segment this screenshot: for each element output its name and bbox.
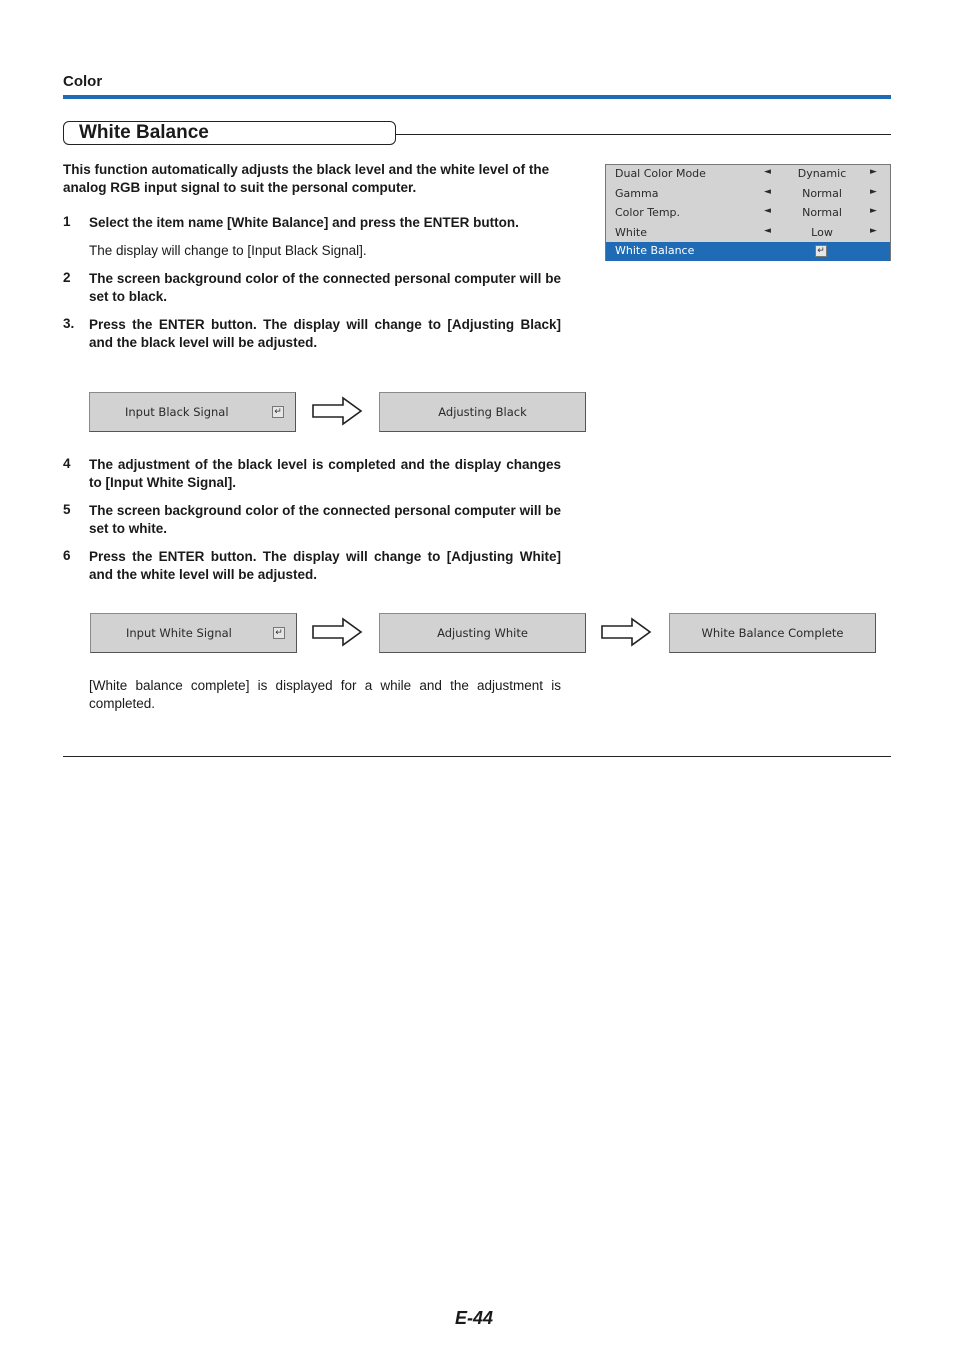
step-number-5: 5 <box>63 502 71 517</box>
menu-row-gamma <box>606 185 890 204</box>
osd-label: Input White Signal <box>126 626 232 640</box>
osd-label: Adjusting White <box>437 626 528 640</box>
step-text-3: Press the ENTER button. The display will change to [Adjusting Black] and the black level will be adjusted. <box>89 317 561 350</box>
left-arrow-icon: ◄ <box>764 186 771 197</box>
osd-label: Adjusting Black <box>438 405 527 419</box>
step-number-1: 1 <box>63 214 71 229</box>
menu-row-label: White <box>615 225 647 239</box>
title-rule <box>396 134 891 135</box>
section-title: White Balance <box>63 121 396 145</box>
osd-input-white-signal <box>90 613 297 653</box>
osd-white-balance-complete <box>669 613 876 653</box>
left-arrow-icon: ◄ <box>764 206 771 216</box>
step-text-5: The screen background color of the connected personal computer will be set to white. <box>89 503 561 536</box>
menu-row-value: Low <box>811 225 833 239</box>
step-text-2: The screen background color of the connected personal computer will be set to black. <box>89 271 561 304</box>
enter-key-icon: ↵ <box>272 406 284 418</box>
step-number-2: 2 <box>63 270 71 285</box>
left-arrow-icon: ◄ <box>764 167 771 177</box>
right-arrow-icon: ► <box>870 225 877 236</box>
osd-color-menu <box>605 164 891 261</box>
flow-arrow-icon <box>311 396 363 426</box>
right-arrow-icon: ► <box>870 206 877 216</box>
menu-row-value: Normal <box>802 186 842 200</box>
menu-row-label: Gamma <box>615 186 659 200</box>
enter-key-icon: ↵ <box>273 627 285 639</box>
step-text-6: Press the ENTER button. The display will change to [Adjusting White] and the white level will be adjusted. <box>89 549 561 582</box>
step-note-1: The display will change to [Input Black Signal]. <box>89 243 367 258</box>
menu-row-color-temp <box>606 204 890 223</box>
menu-row-label: Dual Color Mode <box>615 167 706 180</box>
step-number-4: 4 <box>63 456 71 471</box>
header-rule <box>63 95 891 99</box>
menu-row-label: Color Temp. <box>615 206 681 219</box>
menu-row-white-balance <box>606 242 890 261</box>
section-end-rule <box>63 756 891 757</box>
osd-label: White Balance Complete <box>701 626 844 640</box>
page-number: E-44 <box>455 1308 494 1328</box>
closing-note: [White balance complete] is displayed for a while and the adjustment is completed. <box>89 678 561 711</box>
flow-arrow-icon <box>600 617 652 647</box>
step-number-6: 6 <box>63 548 71 563</box>
step-number-3: 3. <box>63 316 75 331</box>
osd-label: Input Black Signal <box>125 405 229 419</box>
step-text-4: The adjustment of the black level is completed and the display changes to [Input White Signal]. <box>89 457 561 490</box>
right-arrow-icon: ► <box>870 167 877 177</box>
left-arrow-icon: ◄ <box>764 225 771 236</box>
menu-row-value: Normal <box>802 206 842 219</box>
right-arrow-icon: ► <box>870 186 877 197</box>
intro-paragraph: This function automatically adjusts the black level and the white level of the analog RGB input signal to suit the personal computer. <box>63 162 550 195</box>
step-text-1: Select the item name [White Balance] and press the ENTER button. <box>89 215 519 230</box>
menu-row-dual-color-mode <box>606 165 890 184</box>
menu-row-label: White Balance <box>615 244 695 257</box>
osd-adjusting-white <box>379 613 586 653</box>
section-label: Color <box>63 73 103 90</box>
osd-input-black-signal <box>89 392 296 432</box>
enter-key-icon: ↵ <box>815 245 827 257</box>
osd-adjusting-black <box>379 392 586 432</box>
menu-row-value: Dynamic <box>797 167 847 180</box>
flow-arrow-icon <box>311 617 363 647</box>
menu-row-white <box>606 224 890 243</box>
